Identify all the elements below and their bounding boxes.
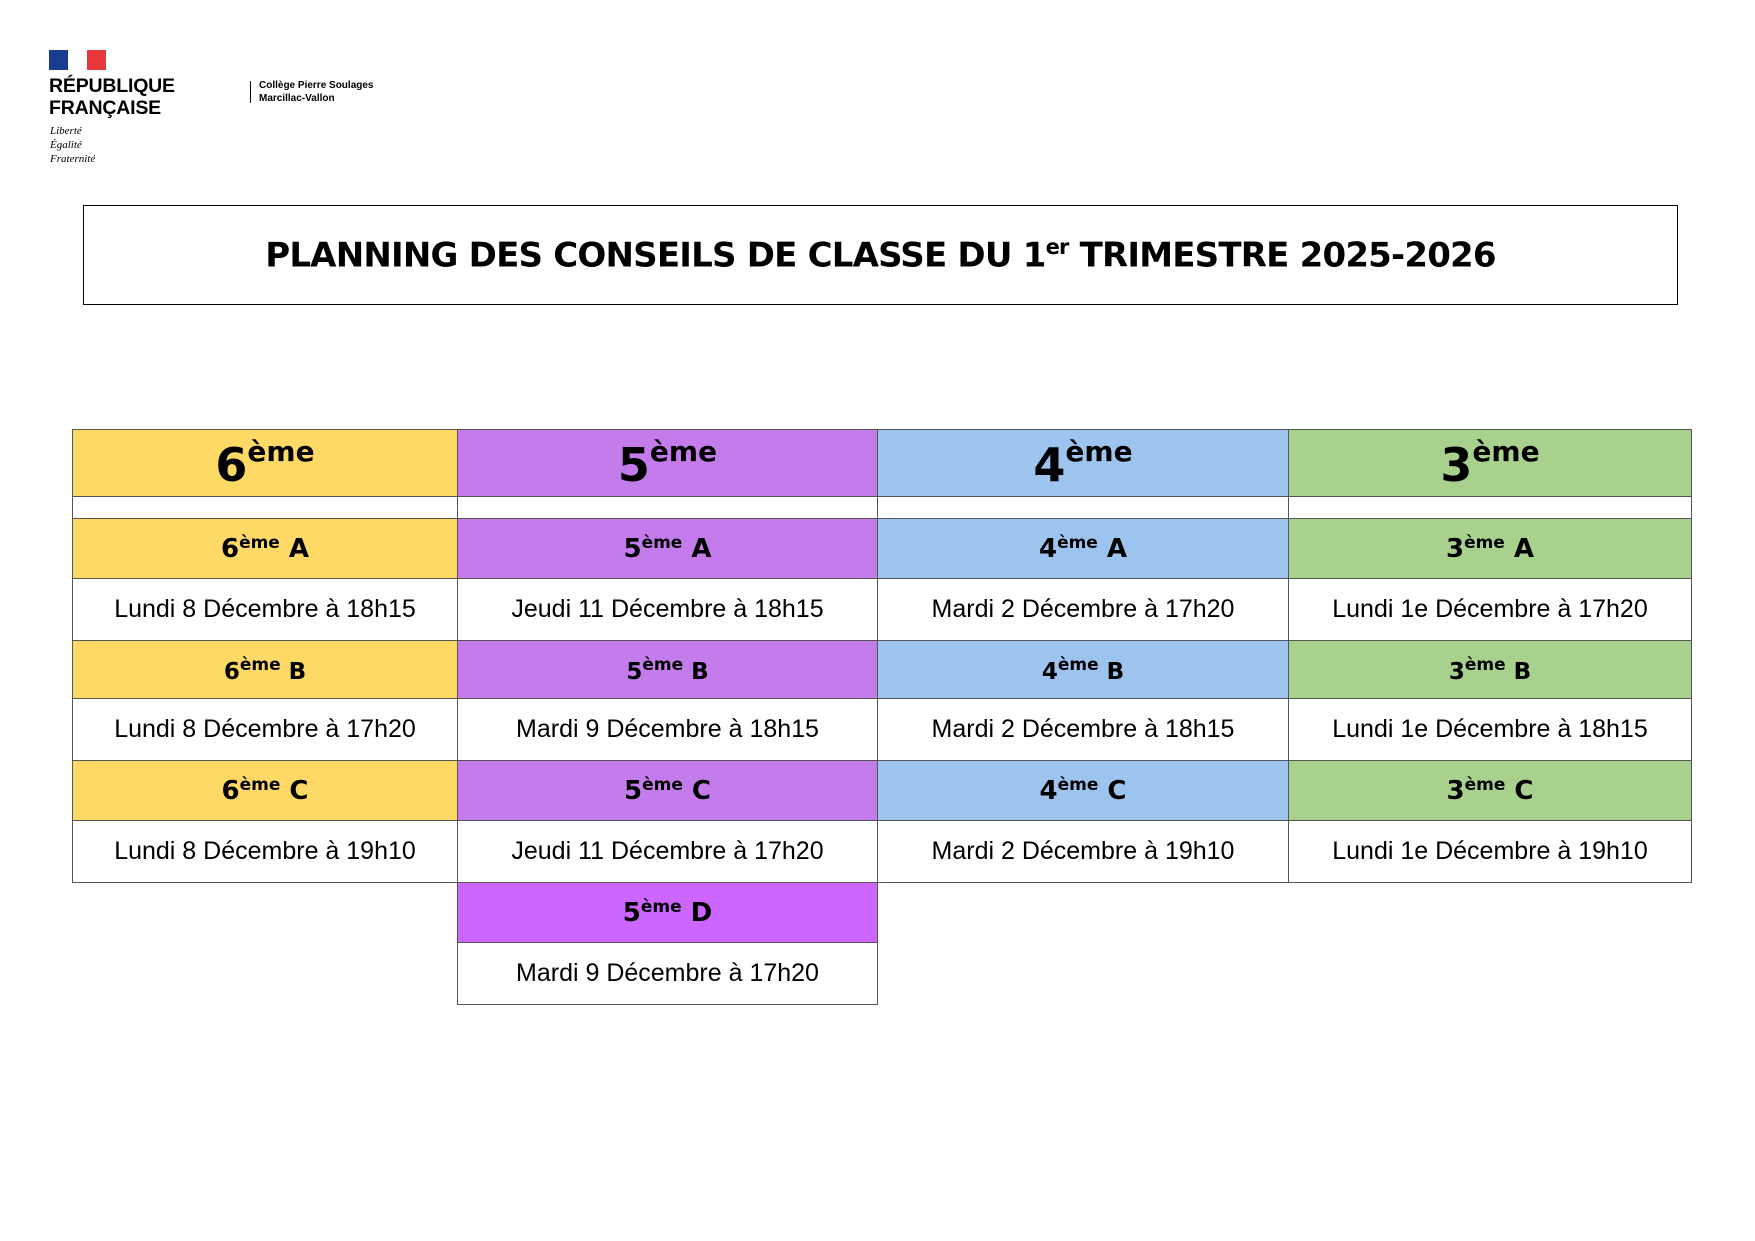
class-label [877, 760, 1289, 821]
class-number: 6 [220, 534, 240, 564]
class-superscript: ème [641, 533, 683, 553]
level-title [215, 435, 314, 492]
class-name [221, 533, 309, 564]
header [49, 50, 449, 170]
level-title [618, 435, 717, 492]
class-letter: A [1097, 534, 1128, 564]
class-council-date: Mardi 9 Décembre à 17h20 [457, 942, 878, 1005]
class-number: 3 [1445, 534, 1465, 564]
class-label [1288, 760, 1692, 821]
level-header [72, 429, 458, 497]
class-label [1288, 518, 1692, 579]
class-council-date: Lundi 1e Décembre à 17h20 [1288, 578, 1692, 641]
marianne-flag-icon [49, 50, 106, 70]
class-council-date: Lundi 1e Décembre à 18h15 [1288, 698, 1692, 761]
college-line-2: Marcillac-Vallon [259, 93, 335, 104]
column-4eme [877, 429, 1289, 883]
motto-egalite: Égalité [50, 139, 82, 151]
class-letter: C [682, 776, 711, 806]
class-council-date: Lundi 8 Décembre à 19h10 [72, 820, 458, 883]
class-label [72, 518, 458, 579]
column-5eme [457, 429, 878, 1005]
level-number: 6 [215, 437, 248, 492]
title-suffix: TRIMESTRE 2025-2026 [1068, 235, 1496, 276]
column-3eme [1288, 429, 1692, 883]
class-superscript: ème [640, 897, 682, 917]
class-name [1446, 533, 1534, 564]
class-name [1446, 775, 1533, 806]
level-superscript: ème [1065, 434, 1133, 468]
class-label [877, 640, 1289, 699]
class-number: 6 [223, 658, 240, 685]
republique-francaise-brand [49, 75, 175, 119]
header-separator [250, 81, 251, 103]
header-spacer [457, 496, 878, 519]
level-header [1288, 429, 1692, 497]
class-name [1039, 775, 1126, 806]
level-header [457, 429, 878, 497]
class-letter: B [1098, 658, 1125, 685]
class-superscript: ème [239, 654, 281, 675]
title-main: PLANNING DES CONSEILS DE CLASSE DU 1 [265, 235, 1046, 276]
class-letter: B [683, 658, 709, 685]
class-superscript: ème [1464, 654, 1506, 675]
class-letter: A [279, 534, 310, 564]
level-superscript: ème [649, 434, 718, 468]
class-letter: B [280, 658, 307, 685]
flag-white-stripe [68, 50, 87, 70]
class-label [457, 518, 878, 579]
motto-fraternite: Fraternité [50, 153, 96, 165]
class-name [624, 775, 711, 806]
class-letter: A [1504, 534, 1535, 564]
class-name [1042, 655, 1124, 685]
level-superscript: ème [247, 434, 315, 468]
brand-line-2: FRANÇAISE [49, 97, 161, 119]
class-letter: C [1505, 776, 1534, 806]
motto-liberte: Liberté [50, 125, 82, 137]
college-line-1: Collège Pierre Soulages [259, 80, 374, 91]
class-label [72, 760, 458, 821]
class-number: 6 [221, 776, 240, 806]
flag-blue-stripe [49, 50, 68, 70]
class-label [1288, 640, 1692, 699]
class-letter: C [280, 776, 309, 806]
level-title [1440, 435, 1539, 492]
class-number: 4 [1038, 534, 1058, 564]
column-6eme [72, 429, 458, 883]
class-name [623, 533, 711, 564]
class-number: 3 [1448, 658, 1465, 685]
class-superscript: ème [1464, 775, 1506, 795]
class-council-date: Lundi 8 Décembre à 17h20 [72, 698, 458, 761]
class-number: 5 [626, 658, 643, 685]
level-number: 4 [1033, 437, 1066, 492]
class-label [457, 640, 878, 699]
level-number: 3 [1440, 437, 1473, 492]
flag-red-stripe [87, 50, 106, 70]
class-number: 5 [623, 534, 642, 564]
class-name [221, 775, 308, 806]
class-name [626, 655, 708, 685]
class-name [224, 655, 306, 685]
class-council-date: Mardi 2 Décembre à 19h10 [877, 820, 1289, 883]
class-label [72, 640, 458, 699]
class-letter: A [682, 534, 712, 564]
title-superscript: er [1045, 234, 1069, 259]
class-number: 5 [622, 898, 641, 928]
level-header [877, 429, 1289, 497]
brand-line-1: RÉPUBLIQUE [49, 75, 175, 97]
class-council-date: Lundi 1e Décembre à 19h10 [1288, 820, 1692, 883]
motto [50, 124, 95, 166]
class-number: 3 [1446, 776, 1465, 806]
class-superscript: ème [239, 533, 280, 553]
class-council-date: Jeudi 11 Décembre à 17h20 [457, 820, 878, 883]
college-name [259, 79, 374, 105]
class-label [457, 760, 878, 821]
header-spacer [877, 496, 1289, 519]
class-superscript: ème [1464, 533, 1505, 553]
class-number: 4 [1041, 658, 1058, 685]
class-label [457, 882, 878, 943]
class-letter: B [1505, 658, 1532, 685]
class-letter: D [681, 898, 713, 928]
class-superscript: ème [1057, 775, 1099, 795]
level-superscript: ème [1472, 434, 1540, 468]
class-superscript: ème [642, 775, 683, 795]
class-name [1039, 533, 1127, 564]
class-council-date: Mardi 9 Décembre à 18h15 [457, 698, 878, 761]
class-council-date: Mardi 2 Décembre à 18h15 [877, 698, 1289, 761]
class-number: 5 [623, 776, 643, 806]
page-title [265, 235, 1496, 275]
title-box [83, 205, 1678, 305]
class-number: 4 [1039, 776, 1058, 806]
header-spacer [1288, 496, 1692, 519]
class-name [1449, 655, 1531, 685]
level-title [1033, 435, 1132, 492]
class-council-date: Lundi 8 Décembre à 18h15 [72, 578, 458, 641]
class-superscript: ème [642, 654, 684, 675]
class-council-date: Mardi 2 Décembre à 17h20 [877, 578, 1289, 641]
class-letter: C [1098, 776, 1127, 806]
level-number: 5 [617, 437, 650, 492]
class-name [623, 897, 713, 928]
class-label [877, 518, 1289, 579]
class-superscript: ème [239, 775, 281, 795]
class-superscript: ème [1057, 654, 1099, 675]
class-council-date: Jeudi 11 Décembre à 18h15 [457, 578, 878, 641]
class-superscript: ème [1057, 533, 1098, 553]
header-spacer [72, 496, 458, 519]
